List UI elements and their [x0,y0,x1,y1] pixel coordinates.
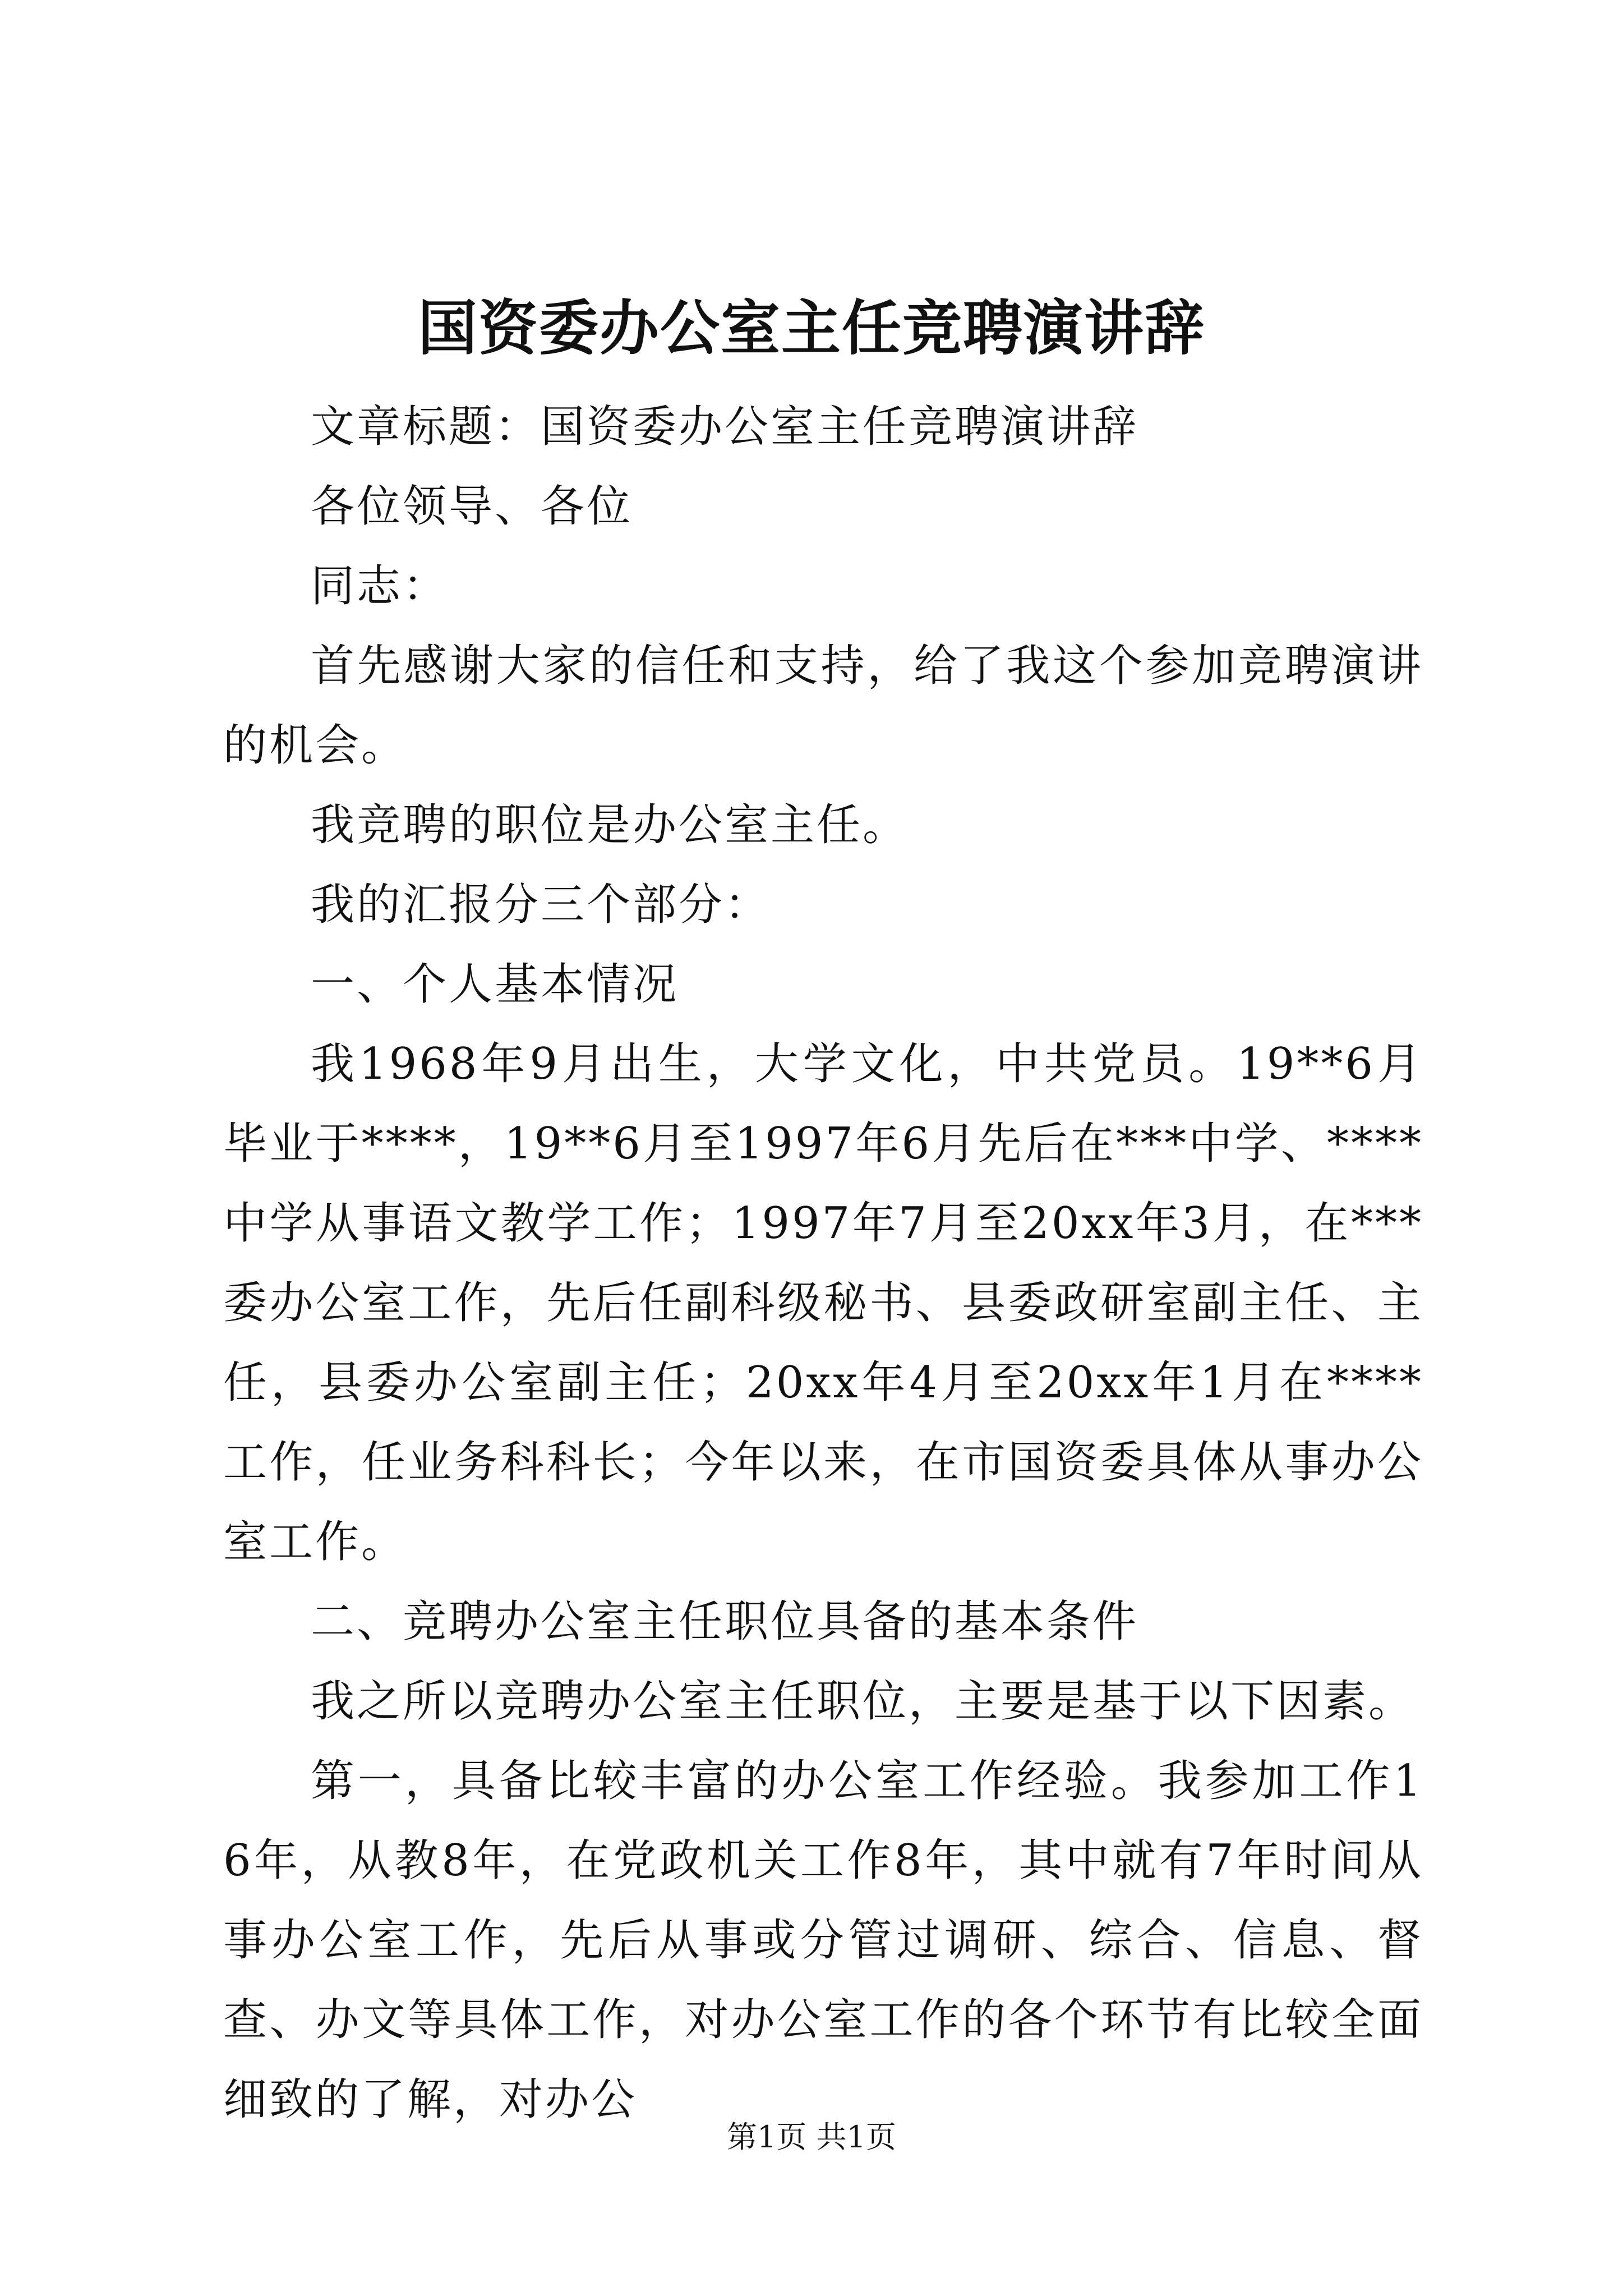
paragraph-salutation: 各位领导、各位 [311,481,633,532]
paragraph-salutation-cont: 同志： [311,561,449,611]
document-body [223,387,1423,2139]
section-heading-2: 二、竞聘办公室主任职位具备的基本条件 [311,1596,1139,1647]
document-title: 国资委办公室主任竞聘演讲辞 [418,293,1205,363]
paragraph-thanks: 首先感谢大家的信任和支持，给了我这个参加竞聘演讲的机会。 [223,641,1423,771]
paragraph-position: 我竞聘的职位是办公室主任。 [311,800,909,850]
paragraph-experience: 第一，具备比较丰富的办公室工作经验。我参加工作16年，从教8年，在党政机关工作8年，其中就有7年时间从事办公室工作，先后从事或分管过调研、综合、信息、督查、办文等具体工作，对办公室工作的各个环节有比较全面细致的了解，对办公 [223,1756,1423,2125]
paragraph-article-title: 文章标题：国资委办公室主任竞聘演讲辞 [311,402,1139,452]
paragraph-background: 我1968年9月出生，大学文化，中共党员。19**6月毕业于****，19**6月至1997年6月先后在***中学、****中学从事语文教学工作；1997年7月至20xx年3月，在***委办公室工作，先后任副科级秘书、县委政研室副主任、主任，县委办公室副主任；20xx年4月至20xx年1月在****工作，任业务科科长；今年以来，在市国资委具体从事办公室工作。 [223,1039,1423,1567]
paragraph-reasons: 我之所以竞聘办公室主任职位，主要是基于以下因素。 [311,1676,1415,1727]
page-footer: 第1页 共1页 [727,2119,896,2155]
paragraph-outline: 我的汇报分三个部分： [311,880,771,930]
section-heading-1: 一、个人基本情况 [311,959,679,1010]
